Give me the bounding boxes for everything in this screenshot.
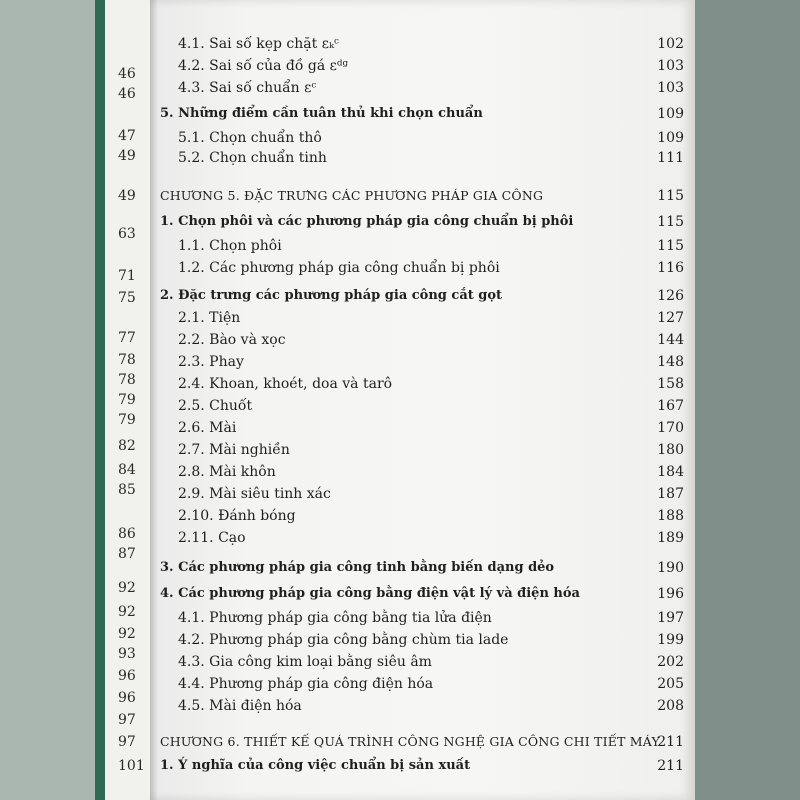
toc-entry-page: 199: [657, 632, 684, 648]
toc-entry-page: 170: [657, 420, 684, 436]
toc-entry: [150, 148, 695, 168]
toc-entry: [150, 286, 695, 306]
right-page: [150, 0, 695, 800]
toc-entry-page: 102: [657, 36, 684, 52]
toc-entry: [150, 374, 695, 394]
toc-entry-page: 211: [657, 758, 684, 774]
toc-entry-title: 4.1. Sai số kẹp chặt εₖᶜ: [178, 36, 339, 52]
left-page-number: 79: [118, 392, 136, 408]
toc-entry-title: 4.2. Phương pháp gia công bằng chùm tia lade: [178, 632, 509, 648]
toc-entry-page: 196: [657, 586, 684, 602]
toc-entry-page: 205: [657, 676, 684, 692]
toc-entry-page: 189: [657, 530, 684, 546]
toc-entry-page: 115: [657, 238, 684, 254]
toc-entry-page: 190: [657, 560, 684, 576]
toc-entry: [150, 396, 695, 416]
toc-entry: [150, 558, 695, 578]
toc-entry-title: 2.2. Bào và xọc: [178, 332, 286, 348]
toc-entry-page: 167: [657, 398, 684, 414]
left-page-number: 82: [118, 438, 136, 454]
toc-entry-page: 180: [657, 442, 684, 458]
left-page-number: 101: [118, 758, 145, 774]
toc-entry-page: 115: [657, 188, 684, 204]
toc-entry: [150, 104, 695, 124]
toc-entry-title: CHƯƠNG 6. THIẾT KẾ QUÁ TRÌNH CÔNG NGHỆ GIA CÔNG CHI TIẾT MÁY: [160, 734, 660, 749]
toc-entry-page: 144: [657, 332, 684, 348]
left-page-number: 47: [118, 128, 136, 144]
toc-entry-page: 116: [657, 260, 684, 276]
left-page-number: 71: [118, 268, 136, 284]
left-page-number: 49: [118, 188, 136, 204]
chapter-heading: [150, 186, 695, 206]
left-page-number: 97: [118, 712, 136, 728]
toc-entry-page: 109: [657, 106, 684, 122]
toc-entry-page: 115: [657, 214, 684, 230]
left-page-number: 78: [118, 352, 136, 368]
toc-entry-title: 5. Những điểm cần tuân thủ khi chọn chuẩn: [160, 106, 483, 121]
toc-entry-title: 4. Các phương pháp gia công bằng điện vật lý và điện hóa: [160, 586, 580, 601]
toc-entry: [150, 630, 695, 650]
toc-entry-page: 202: [657, 654, 684, 670]
toc-entry-page: 109: [657, 130, 684, 146]
toc-entry-page: 158: [657, 376, 684, 392]
toc-entry: [150, 674, 695, 694]
toc-entry-page: 148: [657, 354, 684, 370]
left-page-number: 77: [118, 330, 136, 346]
toc-entry: [150, 696, 695, 716]
toc-entry: [150, 330, 695, 350]
toc-entry-title: 5.1. Chọn chuẩn thô: [178, 130, 322, 146]
toc-entry-title: 1.2. Các phương pháp gia công chuẩn bị phôi: [178, 260, 500, 276]
toc-entry-page: 103: [657, 58, 684, 74]
toc-entry-title: 2. Đặc trưng các phương pháp gia công cắt gọt: [160, 288, 503, 303]
left-page-number: 84: [118, 462, 136, 478]
left-page: [0, 0, 150, 800]
toc-entry-page: 126: [657, 288, 684, 304]
left-page-number: 92: [118, 580, 136, 596]
toc-entry: [150, 462, 695, 482]
toc-entry-title: 1. Ý nghĩa của công việc chuẩn bị sản xuất: [160, 758, 471, 773]
chapter-heading: [150, 732, 695, 752]
toc-entry: [150, 258, 695, 278]
toc-entry-page: 103: [657, 80, 684, 96]
left-page-number: 96: [118, 668, 136, 684]
toc-entry: [150, 128, 695, 148]
toc-entry-title: 1. Chọn phôi và các phương pháp gia công chuẩn bị phôi: [160, 214, 574, 229]
left-page-number: 87: [118, 546, 136, 562]
toc-entry: [150, 506, 695, 526]
toc-entry-page: 127: [657, 310, 684, 326]
toc-entry-title: 2.1. Tiện: [178, 310, 241, 326]
toc-entry-title: 4.3. Sai số chuẩn εᶜ: [178, 80, 317, 96]
toc-entry: [150, 56, 695, 76]
toc-entry-page: 187: [657, 486, 684, 502]
left-page-number: 46: [118, 86, 136, 102]
toc-entry-title: 1.1. Chọn phôi: [178, 238, 282, 254]
green-binding: [95, 0, 105, 800]
toc-entry-page: 184: [657, 464, 684, 480]
toc-entry-page: 188: [657, 508, 684, 524]
toc-entry-page: 211: [657, 734, 684, 750]
toc-entry-title: 4.2. Sai số của đồ gá εᵈᵍ: [178, 58, 349, 74]
toc-entry: [150, 652, 695, 672]
page-gutter-shadow: [150, 0, 158, 800]
toc-entry: [150, 78, 695, 98]
left-page-number: 75: [118, 290, 136, 306]
toc-entry: [150, 484, 695, 504]
toc-entry-title: 5.2. Chọn chuẩn tinh: [178, 150, 327, 166]
left-page-number: 78: [118, 372, 136, 388]
book-edge: [0, 0, 105, 800]
toc-entry-page: 197: [657, 610, 684, 626]
toc-entry: [150, 528, 695, 548]
toc-entry: [150, 34, 695, 54]
left-page-number: 96: [118, 690, 136, 706]
toc-entry-title: 2.9. Mài siêu tinh xác: [178, 486, 331, 502]
toc-entry-title: 2.8. Mài khôn: [178, 464, 276, 480]
toc-entry-title: 4.1. Phương pháp gia công bằng tia lửa điện: [178, 610, 492, 626]
toc-entry-page: 208: [657, 698, 684, 714]
left-page-number: 92: [118, 604, 136, 620]
toc-entry-title: 3. Các phương pháp gia công tinh bằng biến dạng dẻo: [160, 560, 555, 575]
left-page-number: 92: [118, 626, 136, 642]
left-page-number: 63: [118, 226, 136, 242]
toc-entry-title: 2.6. Mài: [178, 420, 237, 436]
toc-entry-title: 2.4. Khoan, khoét, doa và tarô: [178, 376, 393, 392]
toc-entry-title: 2.5. Chuốt: [178, 398, 253, 414]
toc-entry: [150, 584, 695, 604]
left-page-number: 79: [118, 412, 136, 428]
toc-entry-title: 2.11. Cạo: [178, 530, 246, 546]
toc-entry: [150, 756, 695, 776]
left-page-number: 86: [118, 526, 136, 542]
toc-entry: [150, 440, 695, 460]
toc-entry: [150, 608, 695, 628]
toc-entry-page: 111: [657, 150, 684, 166]
toc-entry: [150, 212, 695, 232]
toc-entry-title: 4.3. Gia công kim loại bằng siêu âm: [178, 654, 432, 670]
toc-entry-title: 4.4. Phương pháp gia công điện hóa: [178, 676, 434, 692]
toc-entry: [150, 418, 695, 438]
toc-entry: [150, 236, 695, 256]
toc-entry-title: 2.10. Đánh bóng: [178, 508, 296, 524]
toc-entry-title: 2.7. Mài nghiền: [178, 442, 290, 458]
left-page-number: 46: [118, 66, 136, 82]
toc-entry-title: CHƯƠNG 5. ĐẶC TRƯNG CÁC PHƯƠNG PHÁP GIA CÔNG: [160, 188, 544, 203]
toc-entry-title: 4.5. Mài điện hóa: [178, 698, 302, 714]
toc-entry-title: 2.3. Phay: [178, 354, 244, 370]
left-page-number: 97: [118, 734, 136, 750]
left-page-number: 49: [118, 148, 136, 164]
toc-entry: [150, 352, 695, 372]
left-page-number: 85: [118, 482, 136, 498]
toc-entry: [150, 308, 695, 328]
left-page-number: 93: [118, 646, 136, 662]
